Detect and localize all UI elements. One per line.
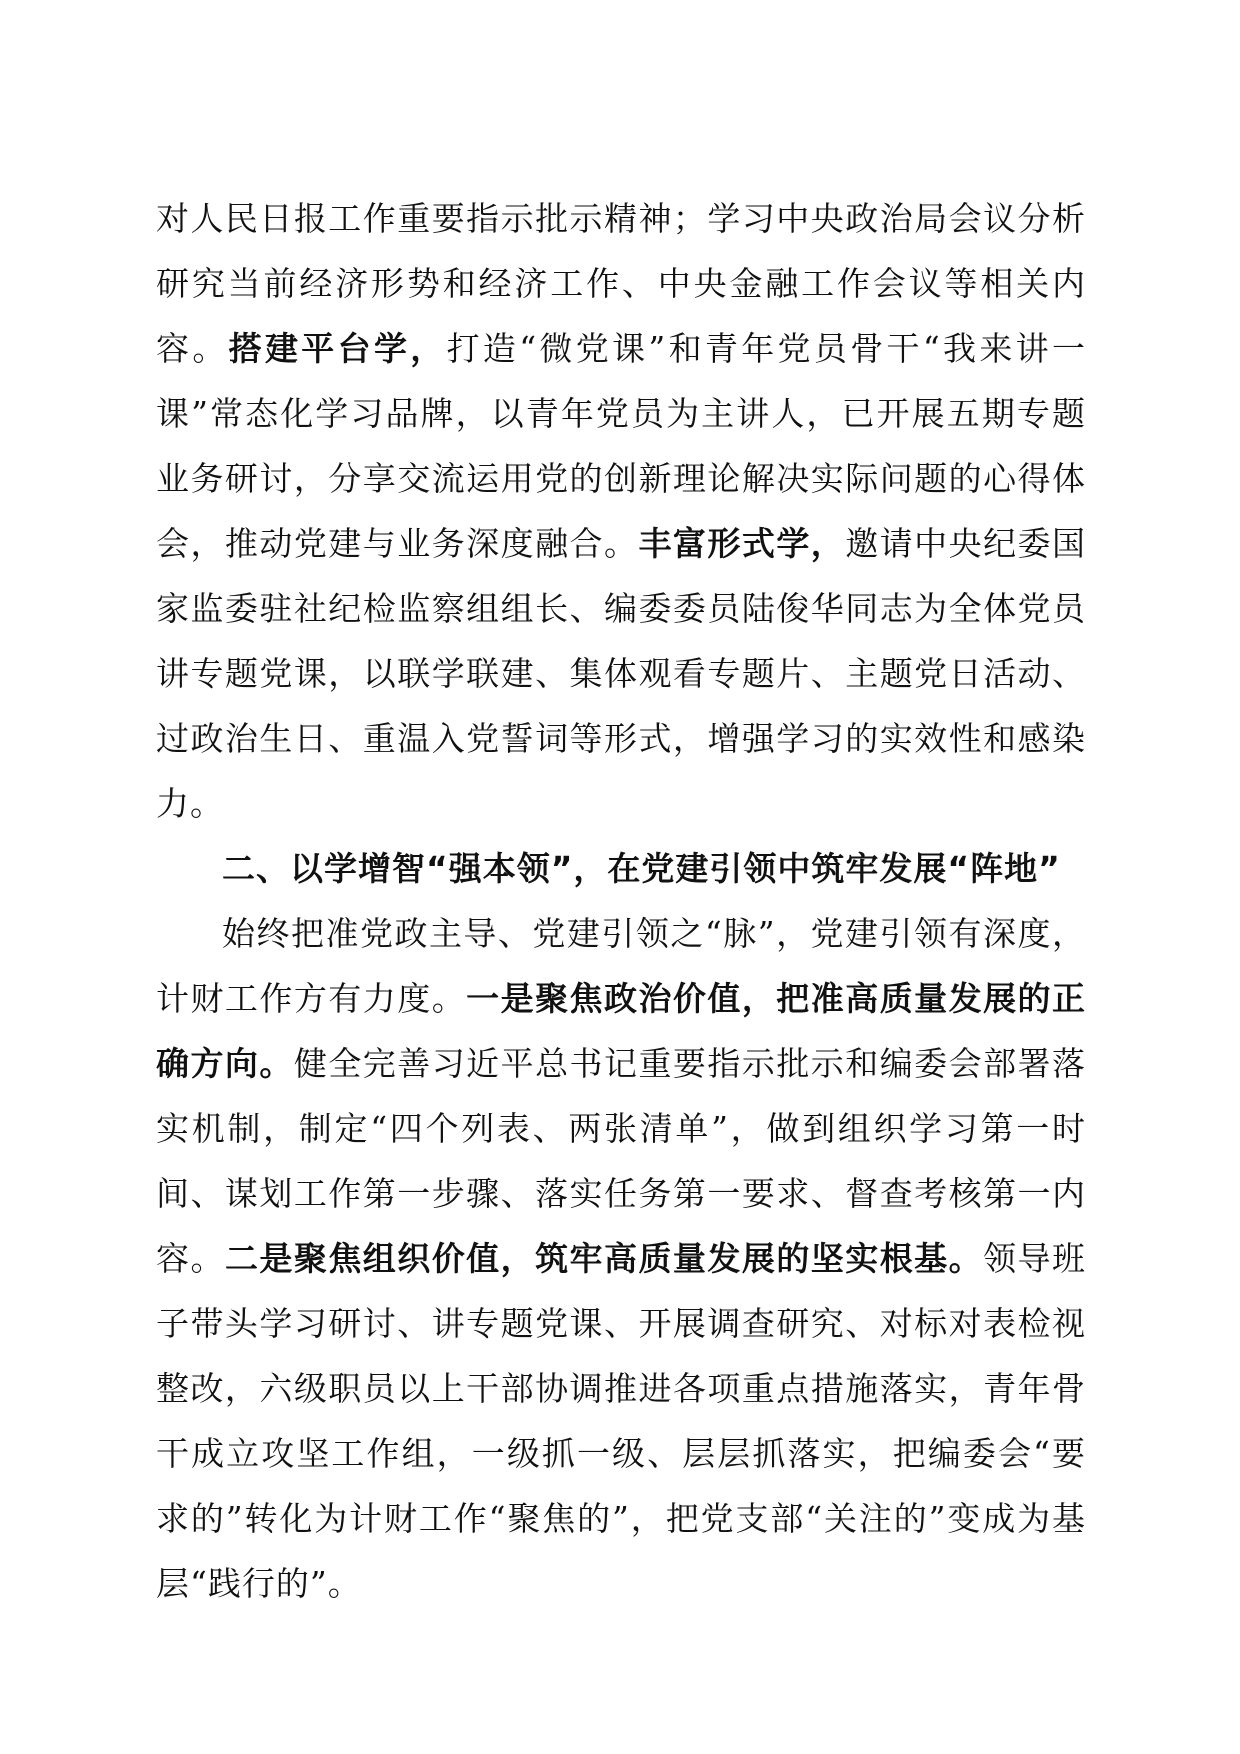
- bold-lead-organizational-value: 二是聚焦组织价值，筑牢高质量发展的坚实根基。: [224, 1239, 984, 1278]
- paragraph-text: 健全完善习近平总书记重要指示批示和编委会部署落实机制，制定“四个列表、两张清单”，做到组织学习第一时间、谋划工作第一步骤、落实任务第一要求、督查考核第一内容。: [156, 1044, 1087, 1278]
- bold-lead-build-platform: 搭建平台学，: [228, 329, 447, 368]
- paragraph-study-continuation: [156, 186, 1086, 836]
- paragraph-text: 对人民日报工作重要指示批示精神；学习中央政治局会议分析研究当前经济形势和经济工作、中央金融工作会议等相关内容。: [156, 199, 1086, 368]
- paragraph-text: 始终把准党政主导、党建引领之“脉”，党建引领有深度，计财工作方有力度。: [156, 914, 1086, 1018]
- paragraph-text: 领导班子带头学习研讨、讲专题党课、开展调查研究、对标对表检视整改，六级职员以上干部协调推进各项重点措施落实，青年骨干成立攻坚工作组，一级抓一级、层层抓落实，把编委会“要求的”转化为计财工作“聚焦的”，把党支部“关注的”变成为基层“践行的”。: [156, 1239, 1087, 1603]
- paragraph-text: 打造“微党课”和青年党员骨干“我来讲一课”常态化学习品牌，以青年党员为主讲人，已开展五期专题业务研讨，分享交流运用党的创新理论解决实际问题的心得体会，推动党建与业务深度融合。: [156, 329, 1087, 563]
- bold-lead-rich-forms: 丰富形式学，: [638, 524, 846, 563]
- paragraph-text: 邀请中央纪委国家监委驻社纪检监察组组长、编委委员陆俊华同志为全体党员讲专题党课，以联学联建、集体观看专题片、主题党日活动、过政治生日、重温入党誓词等形式，增强学习的实效性和感染力。: [156, 524, 1087, 823]
- paragraph-party-leadership: [156, 901, 1086, 1616]
- document-body: [156, 186, 1086, 1616]
- bold-lead-political-value: 一是聚焦政治价值，把准高质量发展的正确方向。: [156, 979, 1087, 1083]
- section-heading: 二、以学增智“强本领”，在党建引领中筑牢发展“阵地”: [222, 849, 1061, 888]
